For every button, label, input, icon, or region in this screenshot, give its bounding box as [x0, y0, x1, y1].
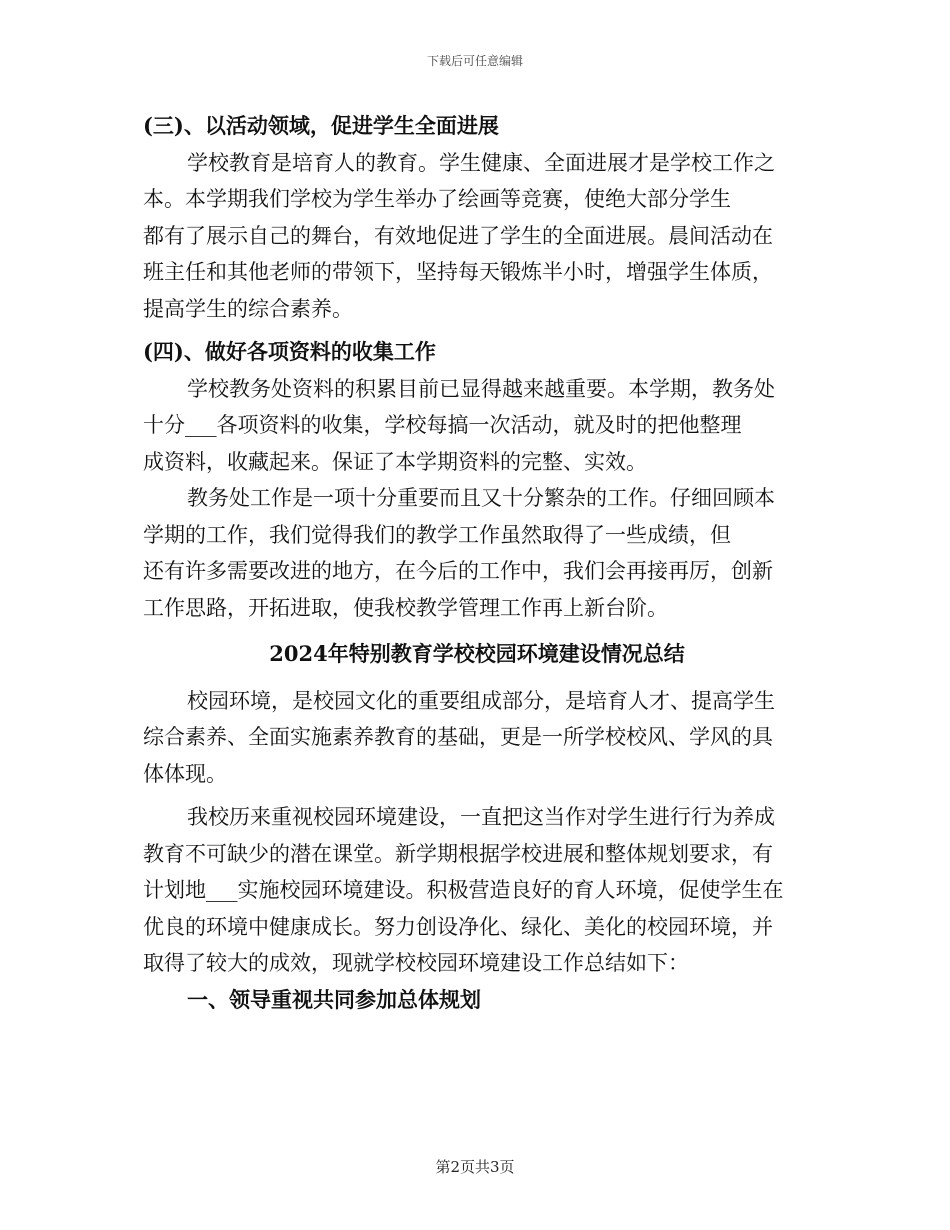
paragraph-line: 体体现。 [143, 761, 227, 786]
paragraph-line: 我校历来重视校园环境建设，一直把这当作对学生进行行为养成 [187, 805, 775, 829]
page-header-note: 下载后可任意编辑 [426, 54, 523, 68]
paragraph-line: 班主任和其他老师的带领下，坚持每天锻炼半小时，增强学生体质， [143, 260, 773, 284]
paragraph-line: 优良的环境中健康成长。努力创设净化、绿化、美化的校园环境，并 [143, 914, 773, 939]
paragraph-line: 还有许多需要改进的地方，在今后的工作中，我们会再接再厉，创新 [143, 559, 773, 583]
paragraph-line: 十分___各项资料的收集，学校每搞一次活动，就及时的把他整理 [143, 413, 742, 437]
paragraph-line: 学期的工作，我们觉得我们的教学工作虽然取得了一些成绩，但 [143, 522, 731, 547]
page-number: 第2页共3页 [435, 1158, 515, 1176]
paragraph-line: 本。本学期我们学校为学生举办了绘画等竞赛，使绝大部分学生 [143, 187, 731, 211]
paragraph-line: 教务处工作是一项十分重要而且又十分繁杂的工作。仔细回顾本 [187, 486, 775, 510]
paragraph-line: 都有了展示自己的舞台，有效地促进了学生的全面进展。晨间活动在 [143, 223, 773, 248]
section-heading-4: (四)、做好各项资料的收集工作 [143, 339, 436, 364]
paragraph-line: 学校教务处资料的积累目前已显得越来越重要。本学期，教务处 [187, 376, 775, 401]
paragraph-line: 提高学生的综合素养。 [143, 296, 353, 321]
paragraph-line: 教育不可缺少的潜在课堂。新学期根据学校进展和整体规划要求，有 [143, 841, 773, 866]
paragraph-line: 计划地___实施校园环境建设。积极营造良好的育人环境，促使学生在 [143, 878, 784, 902]
paragraph-line: 成资料，收藏起来。保证了本学期资料的完整、实效。 [143, 449, 647, 474]
paragraph-line: 校园环境，是校园文化的重要组成部分，是培育人才、提高学生 [187, 688, 775, 713]
paragraph-line: 综合素养、全面实施素养教育的基础，更是一所学校校风、学风的具 [143, 725, 773, 749]
paragraph-line: 工作思路，开拓进取，使我校教学管理工作再上新台阶。 [143, 595, 668, 620]
paragraph-line: 学校教育是培育人的教育。学生健康、全面进展才是学校工作之 [187, 150, 775, 175]
section-heading-1: 一、领导重视共同参加总体规划 [187, 986, 481, 1012]
paragraph-line: 取得了较大的成效，现就学校校园环境建设工作总结如下： [143, 951, 689, 975]
section-heading-3: (三)、以活动领域，促进学生全面进展 [143, 113, 499, 138]
document-title: 2024年特别教育学校校园环境建设情况总结 [269, 641, 685, 666]
document-body [143, 108, 811, 1018]
